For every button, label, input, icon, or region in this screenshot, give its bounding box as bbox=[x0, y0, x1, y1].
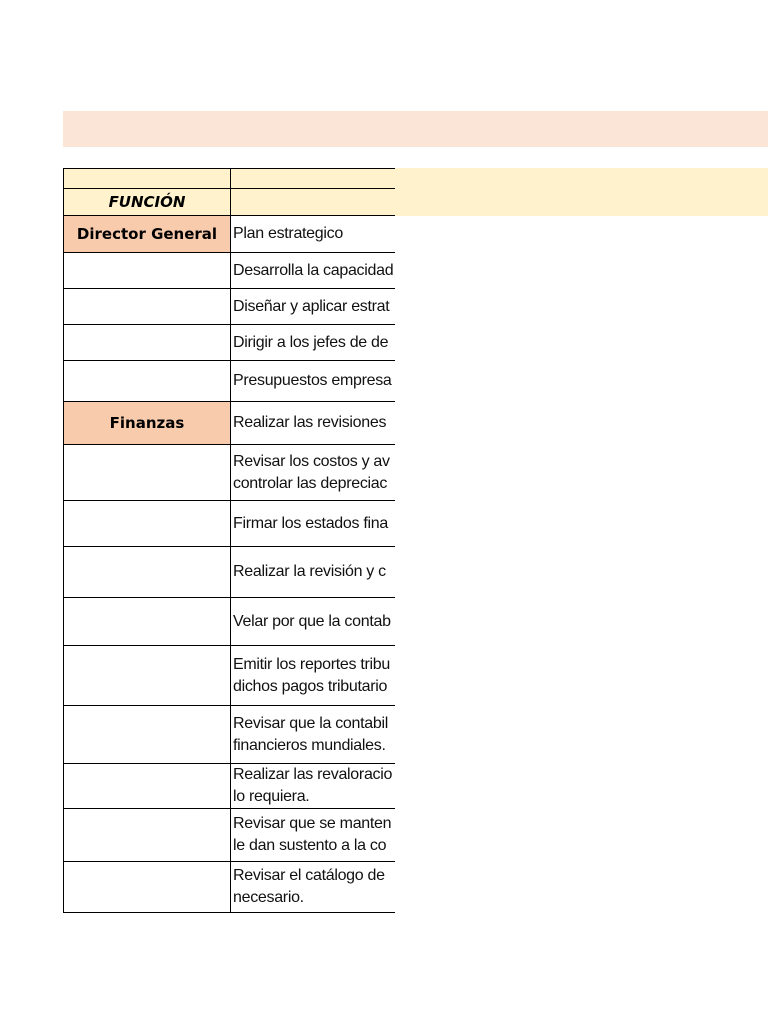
role-cell[interactable] bbox=[64, 289, 231, 325]
table-row bbox=[64, 646, 396, 706]
role-cell[interactable] bbox=[64, 547, 231, 598]
title-cell[interactable] bbox=[64, 169, 231, 189]
description-cell[interactable] bbox=[231, 402, 396, 445]
table-row bbox=[64, 862, 396, 913]
description-cell[interactable] bbox=[231, 445, 396, 501]
description-text: Velar por que la contab bbox=[233, 612, 391, 630]
role-cell[interactable]: Finanzas bbox=[64, 402, 231, 445]
description-cell[interactable] bbox=[231, 646, 396, 706]
role-cell[interactable] bbox=[64, 325, 231, 361]
description-text: Plan estrategico bbox=[233, 225, 343, 242]
functions-table-viewport bbox=[63, 168, 395, 913]
description-text: Realizar la revisión y c bbox=[233, 563, 386, 580]
description-text: Revisar que la contabil financieros mundiales. bbox=[233, 714, 388, 754]
role-cell[interactable] bbox=[64, 253, 231, 289]
table-row bbox=[64, 361, 396, 402]
description-cell[interactable] bbox=[231, 253, 396, 289]
description-cell[interactable] bbox=[231, 764, 396, 809]
role-cell[interactable] bbox=[64, 445, 231, 501]
description-text: Emitir los reportes tribu dichos pagos tributario bbox=[233, 655, 390, 695]
table-row bbox=[64, 598, 396, 646]
description-cell[interactable] bbox=[231, 289, 396, 325]
header-descripcion[interactable] bbox=[231, 189, 396, 216]
title-cell[interactable] bbox=[231, 169, 396, 189]
table-row bbox=[64, 325, 396, 361]
description-cell[interactable] bbox=[231, 547, 396, 598]
description-cell[interactable] bbox=[231, 862, 396, 913]
description-text: Desarrolla la capacidad bbox=[233, 261, 394, 279]
role-cell[interactable] bbox=[64, 646, 231, 706]
description-text: Realizar las revaloracio lo requiera. bbox=[233, 766, 393, 805]
table-title-row bbox=[64, 169, 396, 189]
description-text: Presupuestos empresa bbox=[233, 372, 392, 389]
table-row bbox=[64, 289, 396, 325]
description-cell[interactable] bbox=[231, 706, 396, 764]
description-cell[interactable] bbox=[231, 809, 396, 862]
title-band bbox=[63, 111, 768, 147]
table-row bbox=[64, 501, 396, 547]
description-text: Revisar los costos y av controlar las depreciac bbox=[233, 452, 390, 492]
role-cell[interactable] bbox=[64, 501, 231, 547]
table-row bbox=[64, 706, 396, 764]
description-cell[interactable] bbox=[231, 598, 396, 646]
table-row bbox=[64, 547, 396, 598]
role-cell[interactable] bbox=[64, 862, 231, 913]
role-cell[interactable] bbox=[64, 598, 231, 646]
description-text: Dirigir a los jefes de de bbox=[233, 333, 389, 351]
role-cell[interactable] bbox=[64, 809, 231, 862]
description-text: Revisar que se manten le dan sustento a la co bbox=[233, 815, 392, 854]
table-row bbox=[64, 764, 396, 809]
table-row bbox=[64, 253, 396, 289]
description-cell[interactable] bbox=[231, 216, 396, 253]
role-cell[interactable]: Director General bbox=[64, 216, 231, 253]
table-row bbox=[64, 445, 396, 501]
description-cell[interactable] bbox=[231, 501, 396, 547]
header-funcion[interactable]: FUNCIÓN bbox=[64, 189, 231, 216]
description-text: Diseñar y aplicar estrat bbox=[233, 297, 390, 315]
role-cell[interactable] bbox=[64, 764, 231, 809]
functions-table bbox=[63, 168, 395, 913]
table-row bbox=[64, 809, 396, 862]
description-cell[interactable] bbox=[231, 361, 396, 402]
description-text: Firmar los estados fina bbox=[233, 514, 388, 532]
table-header-row bbox=[64, 189, 396, 216]
role-cell[interactable] bbox=[64, 361, 231, 402]
header-band bbox=[395, 168, 768, 216]
description-cell[interactable] bbox=[231, 325, 396, 361]
table-row bbox=[64, 216, 396, 253]
role-cell[interactable] bbox=[64, 706, 231, 764]
description-text: Realizar las revisiones bbox=[233, 414, 387, 431]
table-row bbox=[64, 402, 396, 445]
description-text: Revisar el catálogo de necesario. bbox=[233, 867, 385, 906]
